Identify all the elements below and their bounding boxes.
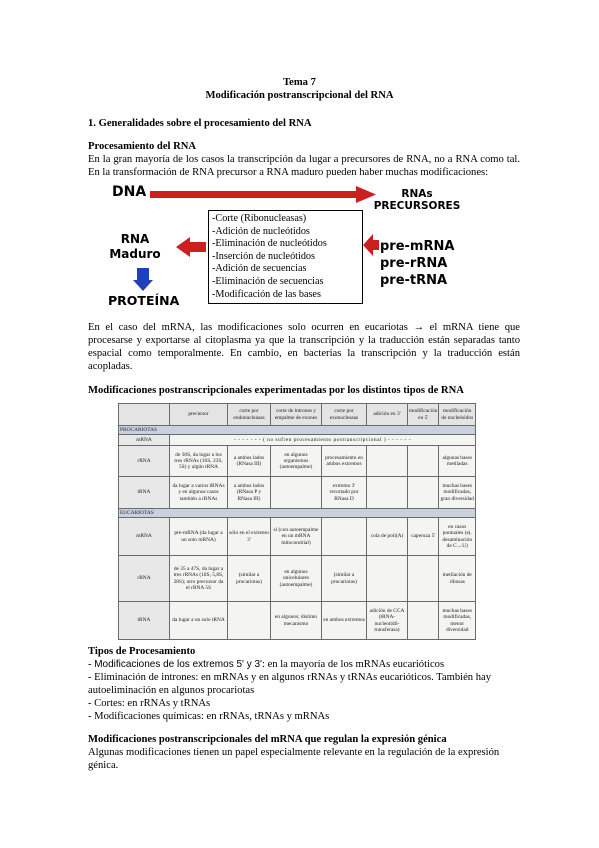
rna-line2: Maduro xyxy=(109,247,161,261)
table-cell: (similar a procariotas) xyxy=(228,556,271,602)
table-cell xyxy=(367,477,408,509)
col-header: corte por endonucleasas xyxy=(228,404,271,426)
tipos-line1-rest: : en la mayoría de los mRNAs eucarióticos xyxy=(261,659,445,670)
arrow-dna-to-precursors xyxy=(150,186,378,206)
tipos-line1-prefix: - xyxy=(88,659,95,670)
procariotas-mrna-note: - - - - - - - ( no sufren procesamiento postranscripcional ) - - - - - - xyxy=(170,435,476,446)
modifications-box xyxy=(208,210,363,304)
rnas-line1: RNAs xyxy=(401,188,433,200)
table-cell: adición de CCA (tRNA-nucleotidil-transferasa) xyxy=(367,602,408,640)
tipos-line-3: - Cortes: en rRNAs y tRNAs xyxy=(88,698,211,709)
col-header: modificación de nucleósidos xyxy=(439,404,476,426)
intro-paragraph: En la gran mayoría de los casos la transcripción da lugar a precursores de RNA, no a RNA como tal. En la transformación de RNA precursor a RNA maduro pueden haber muchas modificaciones: xyxy=(88,154,520,178)
table-row xyxy=(119,446,476,477)
regulation-paragraph: Algunas modificaciones tienen un papel especialmente relevante en la regulación de la expresión génica. xyxy=(88,747,500,771)
tipos-line-1 xyxy=(88,658,444,671)
table-cell: pre-mRNA (da lugar a un solo mRNA) xyxy=(170,518,228,556)
row-label: tRNA xyxy=(119,477,170,509)
table-row xyxy=(119,602,476,640)
modifications-table-figure xyxy=(118,403,476,639)
table-cell xyxy=(408,602,439,640)
table-cell: da lugar a varios tRNAs y en algunos casos también a rRNAs xyxy=(170,477,228,509)
table-cell: muchas bases modificadas, gran diversidad xyxy=(439,477,476,509)
table-cell: en ambos extremos xyxy=(322,602,367,640)
table-cell xyxy=(367,556,408,602)
table-cell: a ambos lados (RNasa III) xyxy=(228,446,271,477)
col-header xyxy=(119,404,170,426)
table-cell: de 35 a 47S, da lugar a tres rRNAs (18S, 5,8S, 28S); otro precursor da el rRNA 5S xyxy=(170,556,228,602)
modifications-list xyxy=(209,211,362,301)
table-heading: Modificaciones postranscripcionales experimentadas por los distintos tipos de RNA xyxy=(88,385,464,396)
table-cell: sólo en el extremo 3' xyxy=(228,518,271,556)
row-label: mRNA xyxy=(119,435,170,446)
table-cell xyxy=(408,446,439,477)
mod-item: -Adición de nucleótidos xyxy=(212,225,310,237)
tipos-line-4: - Modificaciones químicas: en rRNAs, tRNAs y mRNAs xyxy=(88,711,330,722)
row-label: rRNA xyxy=(119,446,170,477)
regulation-heading: Modificaciones postranscripcionales del mRNA que regulan la expresión génica xyxy=(88,734,447,745)
table-cell: de 30S, da lugar a los tres rRNAs (16S, 23S, 5S) y algún tRNA xyxy=(170,446,228,477)
pre-trna-label: pre-tRNA xyxy=(380,273,448,288)
tipos-line1-emphasis: Modificaciones de los extremos 5' y 3' xyxy=(94,659,262,670)
rna-maduro-label xyxy=(100,232,170,262)
table-cell xyxy=(408,556,439,602)
col-header: corte por exonucleasas xyxy=(322,404,367,426)
col-header: modificación en 5' xyxy=(408,404,439,426)
col-header: corte de intrones y empalme de exones xyxy=(271,404,322,426)
tema-label: Tema 7 xyxy=(283,77,316,88)
table-cell xyxy=(322,518,367,556)
subheading: Procesamiento del RNA xyxy=(88,141,197,152)
page-title: Modificación postranscripcional del RNA xyxy=(205,90,394,101)
mod-item: -Inserción de nucleótidos xyxy=(212,250,315,262)
mod-item: -Adición de secuencias xyxy=(212,263,307,275)
modifications-table xyxy=(118,403,476,640)
rna-line1: RNA xyxy=(120,232,150,246)
table-cell: procesamiento en ambos extremos xyxy=(322,446,367,477)
eucariotas-label: EUCARIOTAS xyxy=(119,509,476,518)
tipos-heading: Tipos de Procesamiento xyxy=(88,646,196,657)
table-cell: da lugar a un solo tRNA xyxy=(170,602,228,640)
mrna-paragraph: En el caso del mRNA, las modificaciones solo ocurren en eucariotas → el mRNA tiene que procesarse y exportarse al citoplasma ya que la transcripción y la traducción están separadas tanto espacial como temporalmente. En cambio, en bacterias la transcripción y la traducción están acopladas. xyxy=(88,322,520,372)
pre-rrna-label: pre-rRNA xyxy=(380,256,448,271)
col-header: precursor xyxy=(170,404,228,426)
table-cell xyxy=(367,446,408,477)
dna-label: DNA xyxy=(112,184,147,200)
pre-mrna-label: pre-mRNA xyxy=(380,239,455,254)
arrow-to-mature xyxy=(174,236,208,258)
table-cell xyxy=(228,602,271,640)
table-cell: caperuza 5' xyxy=(408,518,439,556)
rnas-precursores-label xyxy=(372,188,462,212)
table-cell: en algunos organismos (autoempalme) xyxy=(271,446,322,477)
table-cell xyxy=(408,477,439,509)
table-cell: extremo 3' recortado por RNasa D xyxy=(322,477,367,509)
table-row xyxy=(119,518,476,556)
table-cell: en algunos unicelulares (autoempalme) xyxy=(271,556,322,602)
mod-item: -Eliminación de secuencias xyxy=(212,275,324,287)
mod-item: -Eliminación de nucleótidos xyxy=(212,238,327,250)
precursor-types xyxy=(380,238,454,289)
table-cell: algunas bases metiladas xyxy=(439,446,476,477)
tipos-line-2: - Eliminación de intrones: en mRNAs y en algunos rRNAs y tRNAs eucarióticos. También hay autoeliminación en algunos procariotas xyxy=(88,672,492,696)
procariotas-label: PROCARIOTAS xyxy=(119,426,476,435)
rnas-line2: PRECURSORES xyxy=(373,200,461,212)
table-cell: (similar a procariotas) xyxy=(322,556,367,602)
mod-item: -Modificación de las bases xyxy=(212,288,321,300)
row-label: mRNA xyxy=(119,518,170,556)
table-cell: muchas bases modificadas, menor diversidad xyxy=(439,602,476,640)
section-heading: 1. Generalidades sobre el procesamiento del RNA xyxy=(88,118,312,129)
mod-item: -Corte (Ribonucleasas) xyxy=(212,213,307,224)
proteina-label: PROTEÍNA xyxy=(108,293,180,308)
table-cell: metilación de ribosas xyxy=(439,556,476,602)
table-cell: a ambos lados (RNasa P y RNasa III) xyxy=(228,477,271,509)
row-label: tRNA xyxy=(119,602,170,640)
table-row xyxy=(119,556,476,602)
col-header: adición en 3' xyxy=(367,404,408,426)
table-cell: sí (con autoempalme en un mRNA mitocondrial) xyxy=(271,518,322,556)
table-cell xyxy=(271,477,322,509)
arrow-precursors-to-box xyxy=(362,232,380,258)
table-row xyxy=(119,477,476,509)
arrow-to-protein xyxy=(133,268,153,292)
table-cell: en casos puntuales (ej. desaminación de C→U) xyxy=(439,518,476,556)
table-cell: en algunos; distinto mecanismo xyxy=(271,602,322,640)
row-label: rRNA xyxy=(119,556,170,602)
table-cell: cola de poli(A) xyxy=(367,518,408,556)
